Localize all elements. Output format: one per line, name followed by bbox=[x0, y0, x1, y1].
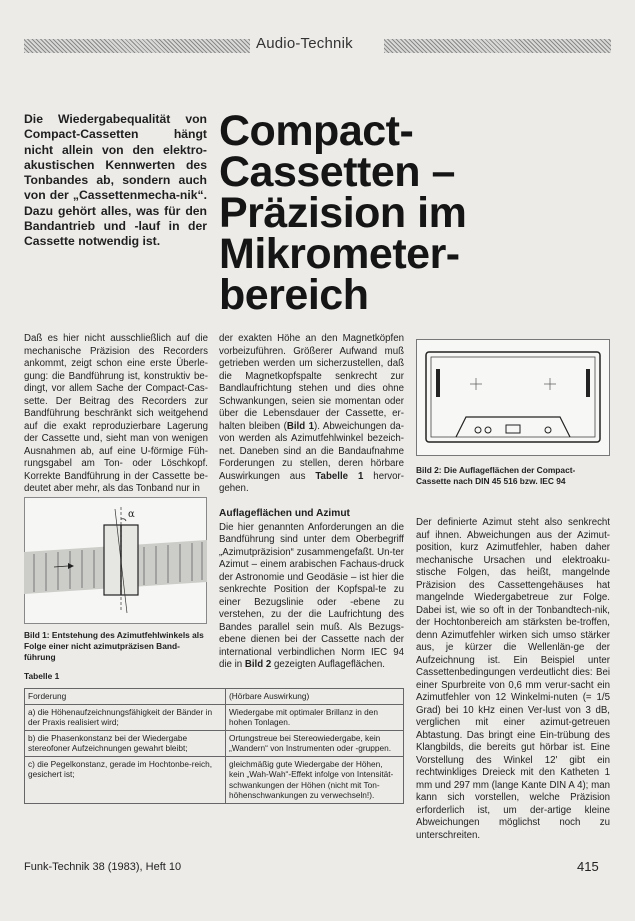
row-requirement: die Phasenkonstanz bei der Wiedergabe stereofoner Aufzeichnungen gewahrt bleibt; bbox=[28, 732, 188, 753]
table-row bbox=[25, 730, 404, 756]
figure-2-caption: Bild 2: Die Auflageflächen der Compact-Cassette nach DIN 45 516 bzw. IEC 94 bbox=[416, 465, 576, 486]
row-letter: a) bbox=[28, 706, 36, 717]
column-2-text bbox=[219, 333, 404, 496]
figure-2-cassette bbox=[416, 339, 610, 456]
table-row bbox=[25, 704, 404, 730]
table-cell-requirement bbox=[25, 730, 226, 756]
section-2-text-b: gezeigten Auflageflächen. bbox=[271, 659, 385, 670]
table-cell-effect: gleichmäßig gute Wiedergabe der Höhen, kein „Wah-Wah“-Effekt infolge von Intensität-schwankungen der Höhen (nicht mit Ton-höhenschwankungen zu verwechseln!). bbox=[226, 756, 404, 803]
section-2 bbox=[219, 508, 404, 672]
row-requirement: die Höhenaufzeichnungsfähigkeit der Bänder in der Praxis realisiert wird; bbox=[28, 706, 213, 727]
headline-line-1: Compact- bbox=[219, 107, 414, 155]
table-header-effect: (Hörbare Auswirkung) bbox=[226, 689, 404, 705]
table-1 bbox=[24, 688, 404, 804]
cassette-diagram bbox=[416, 339, 610, 456]
row-letter: b) bbox=[28, 732, 36, 743]
row-letter: c) bbox=[28, 758, 35, 769]
ref-bild-1: Bild 1 bbox=[286, 420, 315, 432]
header-rule-left bbox=[24, 39, 250, 53]
column-1-text bbox=[24, 333, 208, 496]
table-header-requirement: Forderung bbox=[25, 689, 226, 705]
figure-1-caption: Bild 1: Entstehung des Azimutfehlwinkels als Folge einer nicht azimutpräzisen Band-führung bbox=[24, 630, 204, 662]
headline-line-3: Präzision im bbox=[219, 189, 467, 237]
col2-text-a: der exakten Höhe an den Magnetköpfen vorbeizuführen. Größerer Aufwand muß getrieben werden um sicherzustellen, daß die Magnetkopfspalte senkrecht zur Bandlaufrichtung stehen und dies ohne Schwankungen, seien sie momentan oder über die Lebensdauer der Cassette, er-halten bleiben ( bbox=[219, 333, 404, 432]
article-headline bbox=[219, 107, 619, 319]
section-2-text-a: Die hier genannten Anforderungen an die Bandführung sind unter dem Oberbegriff „Azimutpräzision“ zusammengefaßt. Un-ter Azimut – einem arabischen Fachaus-druck der Astronomie und Geodäsie – ist hier die senkrechte Position der Kopfspal-te zu einer Bezugslinie oder -ebene zu verstehen, zu der die Laufrichtung des Bandes parallel sein muß. Als Bezugs-ebene dienen bei der Cassette nach der international verbindlichen Norm IEC 94 die in bbox=[219, 521, 404, 670]
headline-line-2: Cassetten – bbox=[219, 148, 455, 196]
alpha-label: α bbox=[128, 509, 135, 520]
col2-text-b: ). Abweichungen da-von werden als Azimutfehlwinkel bezeich-net. Daneben sind an die Bandaufnahme Forderungen zu stellen, deren hörbare Auswirkungen aus bbox=[219, 420, 404, 482]
col1-paragraph: Daß es hier nicht ausschließlich auf die mechanische Präzision des Recorders ankommt, zeigt schon eine erste Überle-gung: die Bandführung ist, konstruktiv be-dingt, vor allem Sache der Compact-Cas-sette. Der Beitrag des Recorders zur Bandführung beschränkt sich weitgehend auf die exakt reproduzierbare Lagerung der Cassette und, sieht man von wenigen Ausnahmen ab, auf eine U-förmige Füh-rungsgabel am Ton- oder Löschkopf. Korrekte Bandführung in der Cassette be-deutet aber mehr, als das Tonband nur in bbox=[24, 333, 208, 494]
headline-line-5: bereich bbox=[219, 271, 369, 319]
row-requirement: die Pegelkonstanz, gerade im Hochtonbe-reich, gesichert ist; bbox=[28, 758, 213, 779]
col2-text-c: hervor-gehen. bbox=[219, 470, 404, 494]
section-2-heading: Auflageflächen und Azimut bbox=[219, 508, 350, 519]
section-label: Audio-Technik bbox=[256, 35, 353, 52]
table-cell-effect: Ortungstreue bei Stereowiedergabe, kein „Wandern“ von Instrumenten oder -gruppen. bbox=[226, 730, 404, 756]
table-cell-effect: Wiedergabe mit optimaler Brillanz in den hohen Tonlagen. bbox=[226, 704, 404, 730]
page-number: 415 bbox=[577, 859, 599, 874]
col3-paragraph: Der definierte Azimut steht also senkrecht auf ihnen. Abweichungen aus der Azimut-position, kurz Azimutfehler, haben daher mechanische Ursachen und elektroaku-stische Folgen, das heißt, mangelnde Präzision des Cassettengehäuses hat mangelnde Wiedergabetreue zur Folge. Dabei ist, wie so oft in der Tonbandtech-nik, der Hochtonbereich am stärksten be-troffen, denn Azimutfehler wirken sich umso stärker aus, je kürzer die Wellenlän-ge der Aufzeichnung ist. Ein Beispiel unter Cassettenbedingungen verdeutlicht dies: Bei einer Spurbreite von 0,6 mm verur-sacht ein Azimutfehler von 12 Winkelmi-nuten (= 1/5 Grad) bei 10 kHz einen Ver-lust von 3 dB, verglichen mit einer azimut-getreuen Abtastung. Das bringt eine Ein-trübung des Klangbilds, die bereits gut hörbar ist. Eine Vorstellung des Winkel 12' gibt ein rechtwinkliges Dreieck mit den Katheten 1 mm und 297 mm (lange Kante DIN A 4); man kann sich vorstellen, welche Präzision erforderlich ist, um der-artige kleine Abweichungen möglichst noch zu unterschreiten. bbox=[416, 517, 610, 841]
header-rule-right bbox=[384, 39, 611, 53]
headline-line-4: Mikrometer- bbox=[219, 230, 460, 278]
table-header-row bbox=[25, 689, 404, 705]
ref-bild-2: Bild 2 bbox=[244, 659, 272, 670]
column-3-text bbox=[416, 517, 610, 842]
figure-1-azimuth bbox=[24, 497, 207, 624]
section-2-paragraph bbox=[219, 522, 404, 672]
intro-paragraph: Die Wiedergabequalität von Compact-Cassetten hängt nicht allein von den elektro-akustischen Kennwerten des Tonbandes ab, sondern auch von der „Cassettenmecha-nik“. Dazu gehört alles, was für den Bandantrieb und -lauf in der Cassette notwendig ist. bbox=[24, 112, 207, 249]
footer-source: Funk-Technik 38 (1983), Heft 10 bbox=[24, 861, 182, 873]
col2-paragraph bbox=[219, 333, 404, 496]
table-cell-requirement bbox=[25, 704, 226, 730]
table-1-title: Tabelle 1 bbox=[24, 671, 60, 681]
table-cell-requirement bbox=[25, 756, 226, 803]
ref-tabelle-1: Tabelle 1 bbox=[315, 470, 364, 482]
azimuth-diagram bbox=[24, 497, 207, 624]
table-row bbox=[25, 756, 404, 803]
